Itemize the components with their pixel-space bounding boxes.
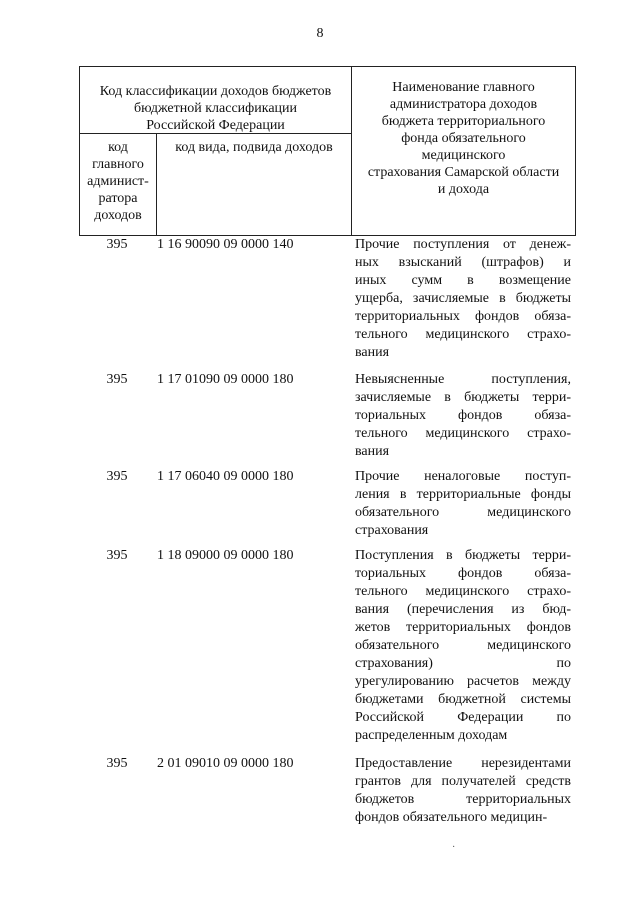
scan-speck: · xyxy=(452,842,456,853)
desc-line: вания xyxy=(355,345,390,360)
desc-line: страхования) по xyxy=(355,656,571,671)
row-admin-code: 395 xyxy=(106,756,128,771)
desc-line: урегулированию расчетов между xyxy=(355,674,571,689)
desc-line: фондов обязательного медицин- xyxy=(355,810,548,825)
row-description xyxy=(355,236,571,362)
row-description xyxy=(355,371,571,461)
desc-line: грантов для получателей средств xyxy=(355,774,571,789)
desc-line: зачисляемые в бюджеты терри- xyxy=(355,390,571,405)
row-admin-code: 395 xyxy=(106,548,128,563)
row-income-code: 1 17 01090 09 0000 180 xyxy=(157,372,294,387)
desc-line: ущерба, зачисляемые в бюджеты xyxy=(355,291,571,306)
header-classification: Код классификации доходов бюджетов бюджетной классификации Российской Федерации xyxy=(99,84,332,133)
desc-line: Предоставление нерезидентами xyxy=(355,756,571,771)
desc-line: распределенным доходам xyxy=(355,728,508,743)
desc-line: тельного медицинского страхо- xyxy=(355,584,571,599)
row-admin-code: 395 xyxy=(106,372,128,387)
desc-line: ных взысканий (штрафов) и xyxy=(355,255,571,270)
row-admin-code: 395 xyxy=(106,237,128,252)
row-income-code: 1 18 09000 09 0000 180 xyxy=(157,548,294,563)
desc-line: Российской Федерации по xyxy=(355,710,571,725)
desc-line: Поступления в бюджеты терри- xyxy=(355,548,571,563)
desc-line: тельного медицинского страхо- xyxy=(355,327,571,342)
table-header xyxy=(79,66,576,236)
row-description xyxy=(355,468,571,540)
row-description xyxy=(355,755,571,827)
desc-line: Прочие поступления от денеж- xyxy=(355,237,571,252)
row-income-code: 1 17 06040 09 0000 180 xyxy=(157,469,294,484)
desc-line: обязательного медицинского xyxy=(355,638,571,653)
desc-line: бюджетов территориальных xyxy=(355,792,571,807)
row-description xyxy=(355,547,571,745)
row-income-code: 1 16 90090 09 0000 140 xyxy=(157,237,294,252)
desc-line: жетов территориальных фондов xyxy=(355,620,571,635)
desc-line: бюджетами бюджетной системы xyxy=(355,692,571,707)
desc-line: Прочие неналоговые поступ- xyxy=(355,469,571,484)
row-income-code: 2 01 09010 09 0000 180 xyxy=(157,756,294,771)
desc-line: территориальных фондов обяза- xyxy=(355,309,571,324)
desc-line: иных сумм в возмещение xyxy=(355,273,571,288)
desc-line: обязательного медицинского xyxy=(355,505,571,520)
desc-line: ториальных фондов обяза- xyxy=(355,566,571,581)
desc-line: Невыясненные поступления, xyxy=(355,372,571,387)
row-admin-code: 395 xyxy=(106,469,128,484)
header-name: Наименование главного администратора доходов бюджета территориального фонда обязательного медицинского страхования Самарской области и дохода xyxy=(367,80,560,197)
page-number: 8 xyxy=(316,26,324,41)
desc-line: страхования xyxy=(355,523,429,538)
desc-line: ториальных фондов обяза- xyxy=(355,408,571,423)
header-type-code: код вида, подвида доходов xyxy=(175,140,333,155)
desc-line: тельного медицинского страхо- xyxy=(355,426,571,441)
desc-line: вания (перечисления из бюд- xyxy=(355,602,571,617)
desc-line: вания xyxy=(355,444,390,459)
header-admin-code: код главного админист- ратора доходов xyxy=(87,140,149,223)
desc-line: ления в территориальные фонды xyxy=(355,487,571,502)
